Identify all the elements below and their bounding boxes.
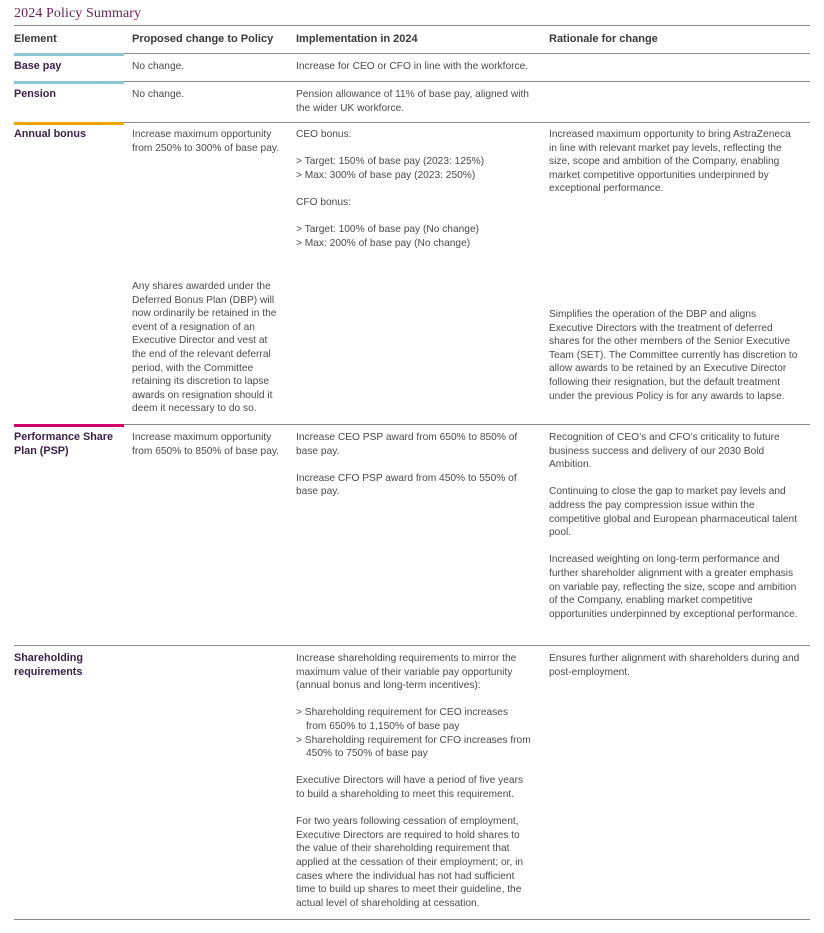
shareholding-implementation [296, 652, 531, 910]
header-proposed: Proposed change to Policy [132, 33, 274, 45]
shareholding-period: Executive Directors will have a period of five years to build a shareholding to meet this requirement. [296, 775, 524, 800]
shareholding-post-employment: For two years following cessation of employment, Executive Directors are required to hold shares to the value of their shareholding requirement that applied at the cessation of their employment; or, in cases where the individual has not had sufficient time to build up shares to meet their guideline, the actual level of shareholding at cessation. [296, 816, 524, 909]
pension-proposed: No change. [132, 89, 185, 100]
annual-bonus-implementation [296, 128, 541, 250]
row-divider [14, 81, 810, 82]
annual-bonus-rationale-1: Increased maximum opportunity to bring AstraZeneca in line with relevant market pay levels, reflecting the size, scope and ambition of the Company, enabling market competitive opportunities underpinned by exceptional performance. [549, 129, 791, 195]
shareholding-rationale: Ensures further alignment with shareholders during and post-employment. [549, 653, 800, 678]
element-annual-bonus: Annual bonus [14, 128, 86, 140]
page-title: 2024 Policy Summary [14, 6, 142, 21]
element-psp: Performance Share Plan (PSP) [14, 431, 114, 457]
row-divider [14, 122, 810, 123]
row-divider [14, 424, 810, 425]
base-pay-implementation: Increase for CEO or CFO in line with the workforce. [296, 61, 529, 72]
element-pension: Pension [14, 88, 56, 100]
element-shareholding: Shareholding requirements [14, 652, 83, 678]
row-divider [14, 645, 810, 646]
pension-implementation: Pension allowance of 11% of base pay, aligned with the wider UK workforce. [296, 89, 529, 114]
cfo-bonus-max: > Max: 200% of base pay (No change) [296, 237, 471, 249]
row-divider [14, 53, 810, 54]
shareholding-cfo: > Shareholding requirement for CFO increases from 450% to 750% of base pay [296, 734, 531, 760]
base-pay-accent-bar [14, 53, 124, 56]
psp-cfo-award: Increase CFO PSP award from 450% to 550% of base pay. [296, 472, 517, 498]
header-rationale: Rationale for change [549, 33, 658, 45]
psp-accent-bar [14, 424, 124, 427]
pension-accent-bar [14, 81, 124, 84]
cfo-bonus-heading: CFO bonus: [296, 196, 351, 208]
ceo-bonus-target: > Target: 150% of base pay (2023: 125%) [296, 156, 485, 168]
header-element: Element [14, 33, 57, 45]
ceo-bonus-heading: CEO bonus: [296, 129, 352, 140]
ceo-bonus-max: > Max: 300% of base pay (2023: 250%) [296, 169, 476, 181]
annual-bonus-rationale-2: Simplifies the operation of the DBP and aligns Executive Directors with the treatment of deferred shares for the other members of the Senior Executive Team (SET). The Committee currently has discretion to allow awards to be retained by an Executive Director following their resignation, but the default treatment under the previous Policy is for any awards to lapse. [549, 309, 798, 402]
annual-bonus-proposed-1: Increase maximum opportunity from 250% to 300% of base pay. [132, 129, 280, 154]
shareholding-intro: Increase shareholding requirements to mirror the maximum value of their variable pay opportunity (annual bonus and long-term incentives): [296, 653, 517, 692]
element-base-pay: Base pay [14, 60, 62, 72]
header-top-rule [14, 25, 810, 26]
annual-bonus-proposed-2: Any shares awarded under the Deferred Bonus Plan (DBP) will now ordinarily be retained in the event of a resignation of an Executive Director and vest at the end of the relevant deferral period, with the Committee retaining its discretion to lapse awards on resignation should it deem it necessary to do so. [132, 281, 277, 415]
psp-rationale-3: Increased weighting on long-term performance and further shareholder alignment with a greater emphasis on variable pay, reflecting the size, scope and ambition of the Company, enabling market competitive opportunities underpinned by exceptional performance. [549, 554, 798, 620]
table-bottom-rule [14, 919, 810, 920]
shareholding-ceo: > Shareholding requirement for CEO increases from 650% to 1,150% of base pay [296, 707, 509, 732]
psp-proposed: Increase maximum opportunity from 650% to 850% of base pay. [132, 432, 280, 457]
psp-ceo-award: Increase CEO PSP award from 650% to 850% of base pay. [296, 432, 518, 457]
psp-rationale [549, 431, 799, 621]
psp-rationale-2: Continuing to close the gap to market pay levels and address the pay compression issue within the competitive global and European pharmaceutical talent pool. [549, 486, 798, 539]
base-pay-proposed: No change. [132, 61, 185, 72]
psp-implementation [296, 431, 536, 499]
annual-bonus-accent-bar [14, 122, 124, 125]
cfo-bonus-target: > Target: 100% of base pay (No change) [296, 224, 480, 236]
psp-rationale-1: Recognition of CEO’s and CFO’s criticality to future business success and delivery of our 2030 Bold Ambition. [549, 432, 780, 471]
header-implementation: Implementation in 2024 [296, 33, 418, 45]
